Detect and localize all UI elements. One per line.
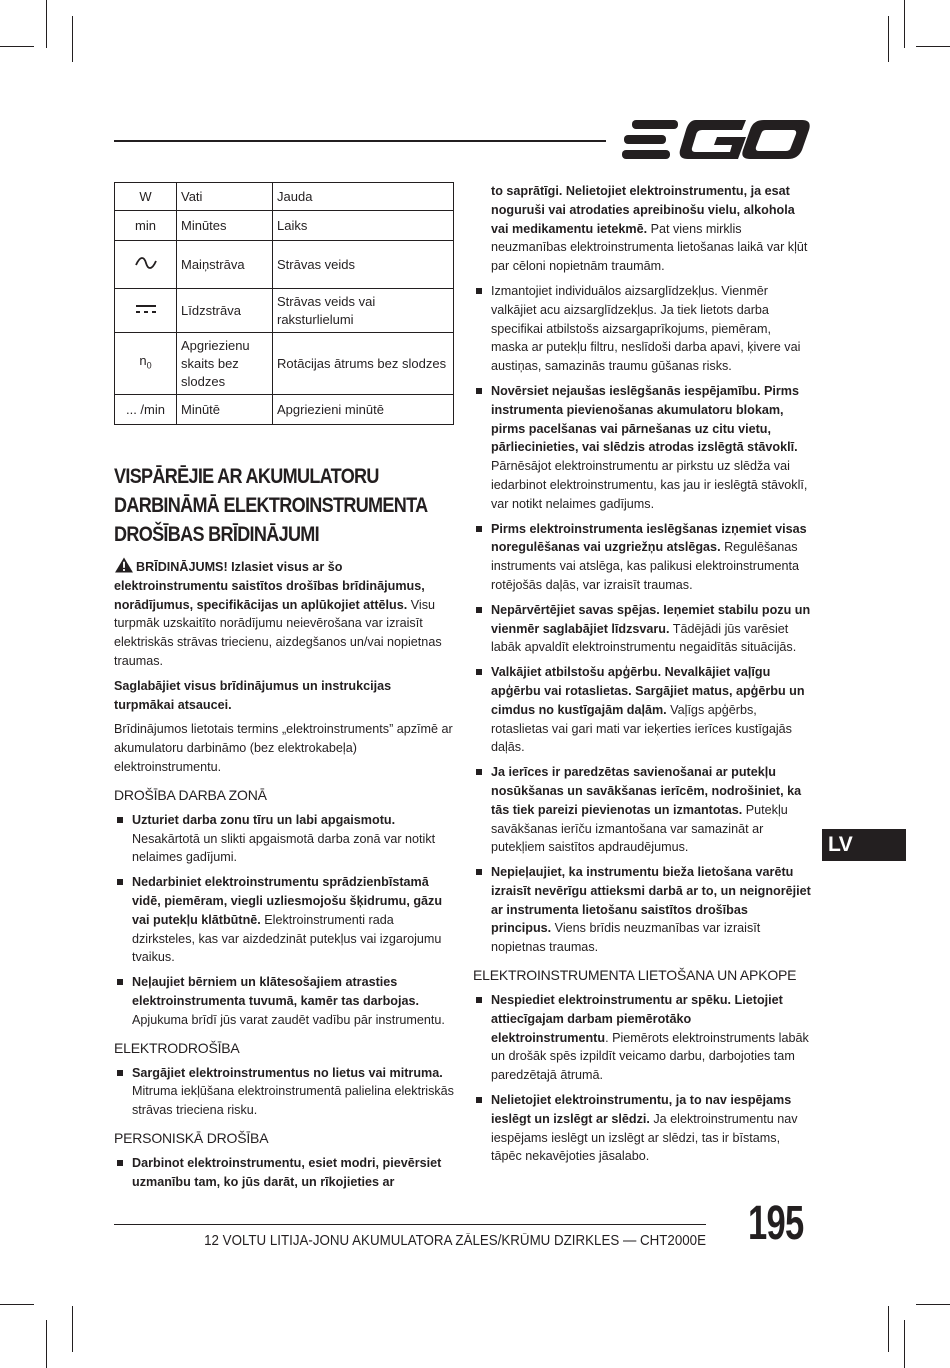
dc-current-icon <box>135 303 157 315</box>
save-instructions: Saglabājiet visus brīdinājumus un instrukcijas turpmākai atsaucei. <box>114 678 392 712</box>
crop-mark <box>46 0 47 48</box>
crop-mark <box>904 0 905 48</box>
item-text: Vaļīgs apģērbs, rotaslietas vai gari mati var ieķerties ierīces kustīgajās daļās. <box>491 702 792 755</box>
language-tab: LV <box>822 829 906 861</box>
bullet-square-icon <box>476 1097 482 1103</box>
meaning-cell: Apgriezieni minūtē <box>273 395 454 425</box>
item-bold: Valkājiet atbilstošu apģērbu. Nevalkājiet vaļīgu apģērbu vai rotaslietas. Sargājiet matus, apģērbu un cimdus no kustīgajām daļām. <box>491 665 805 717</box>
symbol-n: n <box>139 353 147 369</box>
item-bold: Nedarbiniet elektroinstrumentu sprādzienbīstamā vidē, piemēram, viegli uzliesmojošu šķidrumu, gāzu vai putekļu klātbūtnē. <box>132 875 443 927</box>
item-bold: Sargājiet elektroinstrumentus no lietus vai mitruma. <box>132 1065 443 1080</box>
page-number: 195 <box>748 1197 804 1250</box>
list-item <box>473 282 811 376</box>
subsection-title: DROŠĪBA DARBA ZONĀ <box>114 786 267 803</box>
item-bold: Nepieļaujiet, ka instrumentu bieža lietošana varētu izraisīt nevērīgu attieksmi darbā ar to, un neignorējiet ar instrumenta lietošanu saistītos drošības principus. <box>491 865 811 936</box>
item-bold: Darbinot elektroinstrumentu, esiet modri, pievērsiet uzmanību tam, ko jūs darāt, un rīkojieties ar <box>132 1155 442 1189</box>
symbol-cell <box>115 333 177 395</box>
item-text: Elektroinstrumenti rada dzirksteles, kas var aizdedzināt putekļus vai izgarojumu tvaikus. <box>132 912 442 965</box>
bullet-square-icon <box>476 526 482 532</box>
table-row <box>115 241 454 289</box>
crop-mark <box>888 1306 889 1352</box>
item-text: Putekļu savākšanas ierīču izmantošana var samazināt ar putekļiem saistītos apdraudējumus. <box>491 802 788 855</box>
list-item <box>473 863 811 957</box>
bullet-square-icon <box>476 288 482 294</box>
item-bold: Pirms elektroinstrumenta ieslēgšanas izņemiet visas noregulēšanas vai uzgriežņu atslēgas. <box>491 521 807 555</box>
bullet-square-icon <box>117 879 123 885</box>
name-cell: Maiņstrāva <box>177 241 273 289</box>
bullet-square-icon <box>117 1070 123 1076</box>
crop-mark <box>46 1320 47 1368</box>
item-text: Ja elektroinstrumentu nav iespējams ieslēgt un izslēgt ar slēdzi, tas ir bīstams, tāpēc nekavējoties jāsalabo. <box>491 1111 798 1164</box>
crop-mark <box>0 46 34 47</box>
bullet-list <box>473 282 811 957</box>
bullet-list <box>114 811 454 1030</box>
item-text: Nesakārtotā un slikti apgaismotā darba zonā var notikt nelaimes gadījumi. <box>132 831 436 865</box>
left-column <box>114 182 454 1198</box>
crop-mark <box>916 1304 950 1305</box>
list-item <box>473 763 811 857</box>
list-item <box>114 811 454 867</box>
item-bold: Novērsiet nejaušas ieslēgšanās iespējamību. Pirms instrumenta pievienošanas akumulatoru blokam, pirms pacelšanas vai pārnešanas uz citu vietu, pārliecinieties, vai slēdzis atrodas izslēgtā stāvoklī. <box>491 383 799 455</box>
item-text: Izmantojiet individuālos aizsarglīdzekļus. Vienmēr valkājiet acu aizsarglīdzekļus. Ja tiek lietots darba specifikai atbilstošs aizsargaprīkojums, piemēram, maska ar putekļu filtru, neslīdoši darba apavi, ķivere vai austiņas, samazinās traumu gūšanas risks. <box>491 283 801 374</box>
header-rule <box>114 140 606 142</box>
item-text: Regulēšanas instruments vai atslēga, kas palikusi elektroinstrumenta rotējošās daļās, var izraisīt traumas. <box>491 540 799 592</box>
item-bold: Uzturiet darba zonu tīru un labi apgaismotu. <box>132 812 396 827</box>
list-item <box>473 1091 811 1166</box>
footer-title: 12 VOLTU LITIJA-JONU AKUMULATORA ZĀLES/KRŪMU DZIRKLES — CHT2000E <box>204 1233 706 1249</box>
crop-mark <box>0 1304 34 1305</box>
item-bold: to saprātīgi. Nelietojiet elektroinstrumentu, ja esat noguruši vai atrodaties apreibinošu vielu, alkohola vai medikamentu ietekmē. <box>491 184 795 236</box>
table-row <box>115 333 454 395</box>
ego-logo <box>622 118 810 162</box>
item-text: Pat viens mirklis neuzmanības elektroinstrumenta lietošanas laikā var kļūt par cēloni nopietnām traumām. <box>491 221 808 274</box>
meaning-cell: Strāvas veids <box>273 241 454 289</box>
list-item <box>114 1064 454 1120</box>
item-bold: Neļaujiet bērniem un klātesošajiem atrasties elektroinstrumenta tuvumā, kamēr tas darbojas. <box>132 975 419 1008</box>
list-item <box>473 663 811 757</box>
ac-sine-icon <box>135 257 157 269</box>
list-item <box>473 991 811 1085</box>
list-item <box>473 601 811 657</box>
warning-paragraph <box>114 557 454 671</box>
crop-mark <box>888 16 889 62</box>
item-text: Viens brīdis neuzmanības var izraisīt nopietnas traumas. <box>491 921 761 955</box>
item-text: Apjukuma brīdī jūs varat zaudēt vadību pār instrumentu. <box>132 1012 445 1027</box>
item-bold: Ja ierīces ir paredzētas savienošanai ar putekļu nosūkšanas un savākšanas ierīcēm, nodrošiniet, ka tās tiek pareizi pievienotas un izmantotas. <box>491 765 802 817</box>
name-cell: Līdzstrāva <box>177 289 273 333</box>
meaning-cell: Strāvas veids vai raksturlielumi <box>273 289 454 333</box>
warning-text: Visu turpmāk uzskaitīto norādījumu neievērošana var izraisīt elektriskās strāvas triecienu, aizdegšanos un/vai nopietnas traumas. <box>114 597 442 668</box>
item-text: . Piemērots elektroinstruments labāk un drošāk spēs izpildīt veicamo darbu, darbojoties tam paredzētajā ātrumā. <box>491 1030 809 1083</box>
crop-mark <box>916 46 950 47</box>
footer-rule <box>114 1224 706 1225</box>
symbol-cell: ... /min <box>115 395 177 425</box>
table-row <box>115 289 454 333</box>
section-title: VISPĀRĒJIE AR AKUMULATORU DARBINĀMĀ ELEKTROINSTRUMENTA DROŠĪBAS BRĪDINĀJUMI <box>114 465 427 546</box>
item-bold: Nelietojiet elektroinstrumentu, ja to nav iespējams ieslēgt un izslēgt ar slēdzi. <box>491 1093 792 1126</box>
bullet-square-icon <box>476 869 482 875</box>
bullet-square-icon <box>117 1160 123 1166</box>
symbol-cell: W <box>115 183 177 211</box>
item-text: Tādējādi jūs varēsiet labāk apvaldīt elektroinstrumentu negaidītās situācijās. <box>491 621 797 655</box>
subsection-title: PERSONISKĀ DROŠĪBA <box>114 1129 269 1146</box>
bullet-square-icon <box>476 669 482 675</box>
table-row <box>115 211 454 241</box>
crop-mark <box>72 16 73 62</box>
list-item <box>114 1154 454 1192</box>
warning-bold: BRĪDINĀJUMS! Izlasiet visus ar šo elektroinstrumentu saistītos drošības brīdinājumus, norādījumus, specifikācijas un aplūkojiet attēlus. <box>114 560 425 612</box>
bullet-square-icon <box>476 388 482 394</box>
meaning-cell: Rotācijas ātrums bez slodzes <box>273 333 454 395</box>
crop-mark <box>72 1306 73 1352</box>
bullet-list <box>114 1154 454 1192</box>
right-column <box>473 182 811 1172</box>
list-item <box>114 873 454 967</box>
bullet-square-icon <box>117 979 123 985</box>
item-text: Mitruma iekļūšana elektroinstrumentā palielina elektriskās strāvas trieciena risku. <box>132 1084 454 1118</box>
item-bold: Nespiediet elektroinstrumentu ar spēku. Lietojiet attiecīgajam darbam piemērotāko elektroinstrumentu <box>491 993 783 1045</box>
name-cell: Vati <box>177 183 273 211</box>
term-definition: Brīdinājumos lietotais termins „elektroinstruments” apzīmē ar akumulatoru darbināmo (bez elektrokabeļa) elektroinstrumentu. <box>114 722 453 774</box>
name-cell: Apgriezienu skaits bez slodzes <box>177 333 273 395</box>
symbol-cell <box>115 289 177 333</box>
bullet-square-icon <box>476 997 482 1003</box>
meaning-cell: Laiks <box>273 211 454 241</box>
crop-mark <box>904 1320 905 1368</box>
units-table <box>114 182 454 425</box>
bullet-list <box>114 1064 454 1120</box>
subsection-title: ELEKTROINSTRUMENTA LIETOŠANA UN APKOPE <box>473 967 797 984</box>
bullet-square-icon <box>476 769 482 775</box>
table-row <box>115 183 454 211</box>
subsection-title: ELEKTRODROŠĪBA <box>114 1039 240 1056</box>
continued-paragraph <box>473 182 811 276</box>
table-row <box>115 395 454 425</box>
symbol-cell: min <box>115 211 177 241</box>
bullet-square-icon <box>117 817 123 823</box>
meaning-cell: Jauda <box>273 183 454 211</box>
item-bold: Nepārvērtējiet savas spējas. Ieņemiet stabilu pozu un vienmēr saglabājiet līdzsvaru. <box>491 602 811 636</box>
bullet-square-icon <box>476 607 482 613</box>
symbol-cell <box>115 241 177 289</box>
name-cell: Minūtes <box>177 211 273 241</box>
symbol-subscript: 0 <box>146 360 152 371</box>
list-item <box>114 973 454 1029</box>
warning-triangle-icon <box>114 557 134 573</box>
list-item <box>473 520 811 595</box>
bullet-list <box>473 991 811 1166</box>
name-cell: Minūtē <box>177 395 273 425</box>
item-text: Pārnēsājot elektroinstrumentu ar pirkstu uz slēdža vai iedarbinot elektroinstrumentu, kas jau ir ieslēgtā stāvoklī, var notikt nelaimes gadījums. <box>491 459 808 511</box>
list-item <box>473 382 811 514</box>
